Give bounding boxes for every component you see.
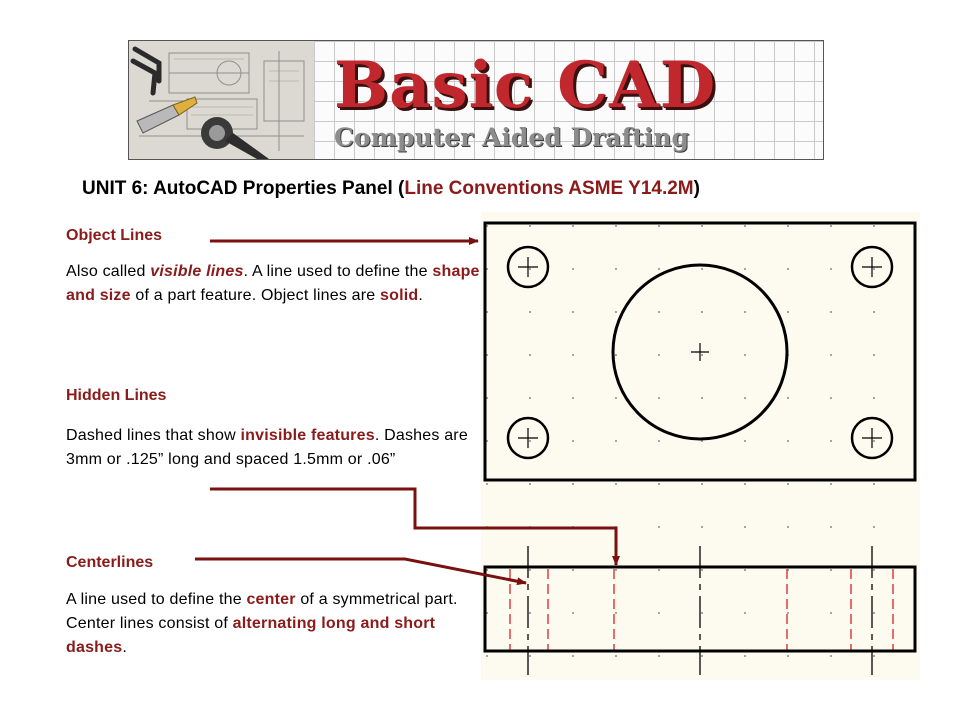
unit-heading-suffix: ) [693, 178, 700, 199]
body-text: . [418, 287, 424, 304]
centerlines-leader [195, 559, 526, 583]
banner-subtitle: Computer Aided Drafting [334, 123, 689, 152]
object-lines-title: Object Lines [66, 227, 163, 244]
body-text: of a symmetrical part. Center lines consist of [66, 591, 458, 632]
highlight-text: invisible features [240, 427, 375, 444]
highlight-text: center [246, 591, 296, 608]
body-text: Dashed lines that show [66, 427, 241, 444]
body-text: . Dashes are 3mm or .125” long and spaced 1.5mm or .06” [66, 427, 468, 468]
highlight-text: visible lines [150, 263, 244, 280]
body-text: Also called [66, 263, 151, 280]
unit-heading-accent: Line Conventions ASME Y14.2M [404, 178, 694, 199]
body-text: . [122, 639, 127, 656]
centerlines-title: Centerlines [66, 554, 154, 571]
unit-heading-prefix: UNIT 6: AutoCAD Properties Panel ( [82, 178, 405, 199]
banner-title: Basic CAD [334, 48, 717, 123]
highlight-text: solid [380, 287, 419, 304]
highlight-text: alternating long and short dashes [66, 615, 436, 656]
highlight-text: shape and size [66, 263, 480, 304]
body-text: . A line used to define the [243, 263, 433, 280]
hidden-lines-title: Hidden Lines [66, 387, 167, 404]
body-text: A line used to define the [66, 591, 247, 608]
body-text: of a part feature. Object lines are [130, 287, 381, 304]
